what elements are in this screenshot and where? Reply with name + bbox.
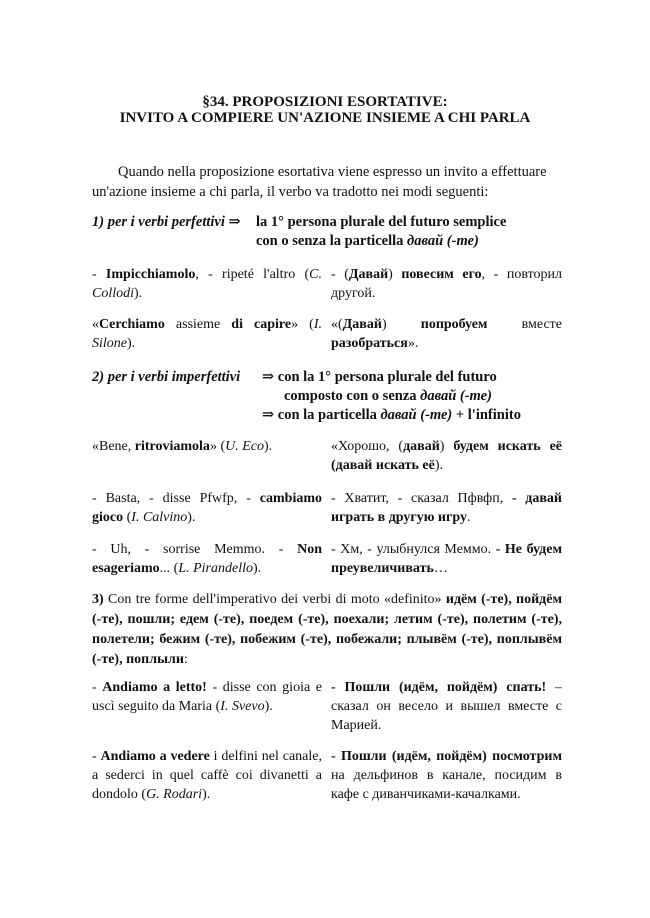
example-3-russian: «Хорошо, (давай) будем искать её (давай искать её). bbox=[331, 439, 562, 473]
rule-1-line-2 bbox=[256, 231, 479, 251]
arrow-icon: ⇒ bbox=[262, 407, 275, 423]
arrow-icon: ⇒ bbox=[262, 369, 275, 385]
rule-2-line-3: ⇒ con la particella давай (-те) + l'infinito bbox=[262, 407, 521, 423]
rule-2-line-2: composto con o senza давай (-те) bbox=[284, 388, 492, 404]
intro-line-2: un'azione insieme a chi parla, il verbo va tradotto nei modi seguenti: bbox=[92, 184, 489, 200]
example-7-italian: - Andiamo a vedere i delfini nel canale, a sederci in quel caffè coi divanetti a dondolo (G. Rodari). bbox=[92, 749, 322, 802]
example-2-italian: «Cerchiamo assieme di capire» (I. Silone). bbox=[92, 317, 322, 351]
example-6-italian: - Andiamo a letto! - disse con gioia e uscì seguito da Maria (I. Svevo). bbox=[92, 680, 322, 714]
example-3-italian: «Bene, ritroviamola» (U. Eco). bbox=[92, 439, 273, 454]
rule-2-head: 2) per i verbi imperfettivi bbox=[92, 369, 241, 385]
section-title: §34. PROPOSIZIONI ESORTATIVE: bbox=[202, 94, 448, 110]
rule-3-paragraph: 3) Con tre forme dell'imperativo dei verbi di moto «definito» идём (-те), пойдём (-те), пошли; едем (-те), поедем (-те), поехали; летим (-те), полетим (-те), полетели; бежим (-те), побежим (-те), побежали; плывём (-те), поплывём (-те), поплыли: bbox=[92, 592, 562, 667]
rule-2-line-1: ⇒ con la 1° persona plurale del futuro bbox=[262, 369, 497, 385]
example-1-russian: - (Давай) повесим его, - повторил другой. bbox=[331, 267, 563, 301]
arrow-icon: ⇒ bbox=[228, 214, 241, 230]
example-4-italian: - Basta, - disse Pfwfp, - cambiamo gioco (I. Calvino). bbox=[92, 491, 322, 525]
example-5-russian: - Хм, - улыбнулся Меммо. - Не будем преувеличивать… bbox=[331, 542, 562, 576]
section-subtitle: INVITO A COMPIERE UN'AZIONE INSIEME A CHI PARLA bbox=[119, 110, 531, 126]
example-2-russian: «(Давай) попробуем вместе разобраться». bbox=[331, 317, 562, 351]
example-6-russian: - Пошли (идём, пойдём) спать! – сказал он весело и вышел вместе с Марией. bbox=[331, 680, 563, 733]
intro-paragraph bbox=[92, 162, 560, 202]
rule-1-text: con o senza la particella bbox=[256, 233, 408, 249]
example-1-italian: - Impicchiamolo, - ripeté l'altro (C. Collodi). bbox=[92, 267, 322, 301]
example-4-russian: - Хватит, - сказал Пфвфп, - давай играть в другую игру. bbox=[331, 491, 562, 525]
rule-2-heading bbox=[92, 367, 240, 387]
example-7-russian: - Пошли (идём, пойдём) посмотрим на дельфинов в канале, посидим в кафе с диванчиками-качалками. bbox=[331, 749, 562, 802]
particle: давай (-те) bbox=[407, 233, 479, 249]
intro-line-1: Quando nella proposizione esortativa viene espresso un invito a effettuare bbox=[118, 164, 547, 180]
rule-1-heading bbox=[92, 212, 241, 232]
example-5-italian: - Uh, - sorrise Memmo. - Non esageriamo... (L. Pirandello). bbox=[92, 542, 322, 576]
rule-1-line-1: la 1° persona plurale del futuro semplice bbox=[256, 214, 507, 230]
rule-1-head: 1) per i verbi perfettivi bbox=[92, 214, 225, 230]
